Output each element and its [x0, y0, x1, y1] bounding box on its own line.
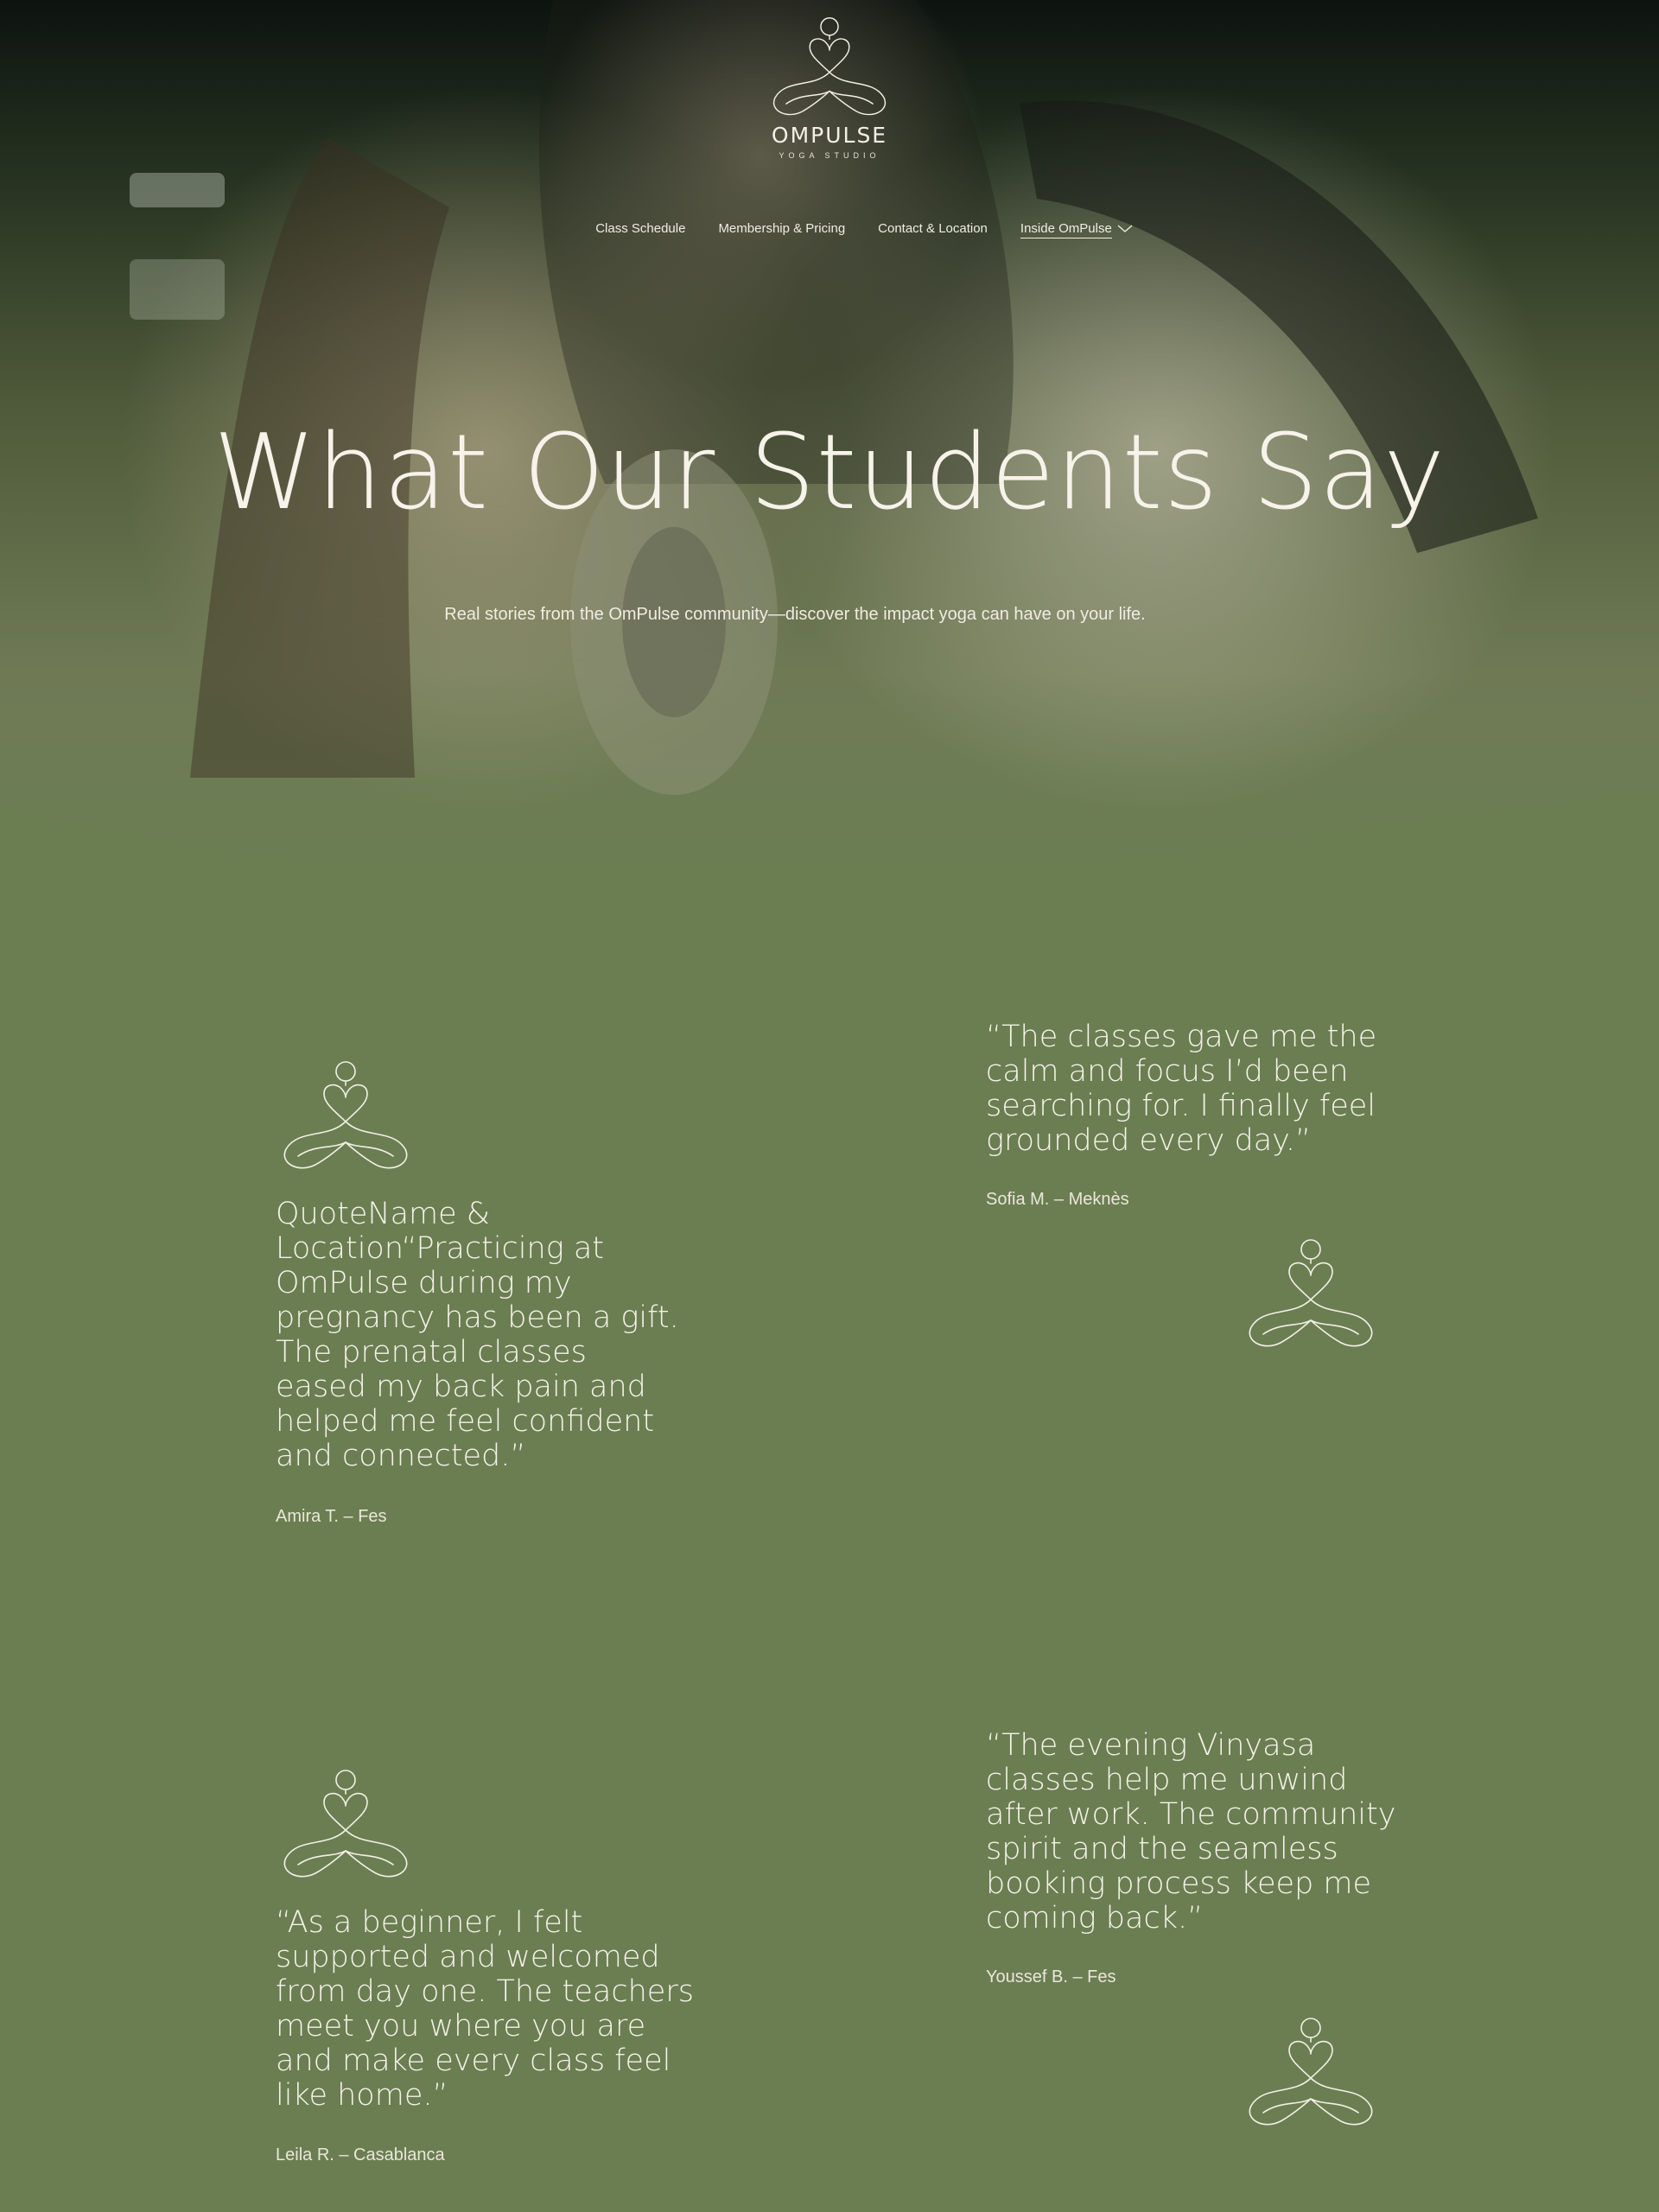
- nav-item-class-schedule[interactable]: Class Schedule: [595, 221, 686, 236]
- nav-item-label: Inside OmPulse: [1020, 221, 1112, 238]
- brand-name: OMPULSE: [771, 123, 888, 148]
- testimonial-author: Amira T. – Fes: [276, 1507, 387, 1526]
- brand-tagline: YOGA STUDIO: [779, 151, 880, 160]
- testimonial-quote: “The classes gave me the calm and focus I’d been searching for. I finally feel grounded every day.”: [986, 1020, 1377, 1158]
- testimonial-author: Youssef B. – Fes: [986, 1967, 1116, 1986]
- page-title: What Our Students Say: [213, 413, 1446, 533]
- nav-item-membership-pricing[interactable]: Membership & Pricing: [718, 221, 846, 236]
- lotus-heart-icon: [1246, 1237, 1376, 1355]
- hero-wave-divider: [0, 778, 1659, 899]
- nav-item-inside-ompulse[interactable]: [1020, 221, 1133, 236]
- brand-logo[interactable]: [760, 16, 899, 160]
- nav-item-contact-location[interactable]: Contact & Location: [878, 221, 988, 236]
- testimonial-quote: “The evening Vinyasa classes help me unwind after work. The community spirit and the seamless booking process keep me coming back.”: [986, 1728, 1396, 1936]
- lotus-heart-icon: [1246, 2016, 1376, 2133]
- testimonial-quote: QuoteName & Location“Practicing at OmPulse during my pregnancy has been a gift. The prenatal classes eased my back pain and helped me feel confident and connected.”: [276, 1197, 679, 1473]
- testimonial-quote: “As a beginner, I felt supported and welcomed from day one. The teachers meet you where you are and make every class feel like home.”: [276, 1905, 694, 2113]
- page-subtitle: Real stories from the OmPulse community—discover the impact yoga can have on your life.: [444, 605, 1146, 624]
- lotus-heart-icon: [281, 1768, 410, 1885]
- lotus-heart-icon: [281, 1059, 410, 1177]
- hero-section: [0, 0, 1659, 899]
- ompulse-logo-icon: [769, 16, 890, 123]
- testimonial-author: Sofia M. – Meknès: [986, 1190, 1129, 1209]
- testimonial-author: Leila R. – Casablanca: [276, 2145, 445, 2164]
- chevron-down-icon: [1117, 225, 1133, 233]
- main-nav: [0, 221, 1659, 236]
